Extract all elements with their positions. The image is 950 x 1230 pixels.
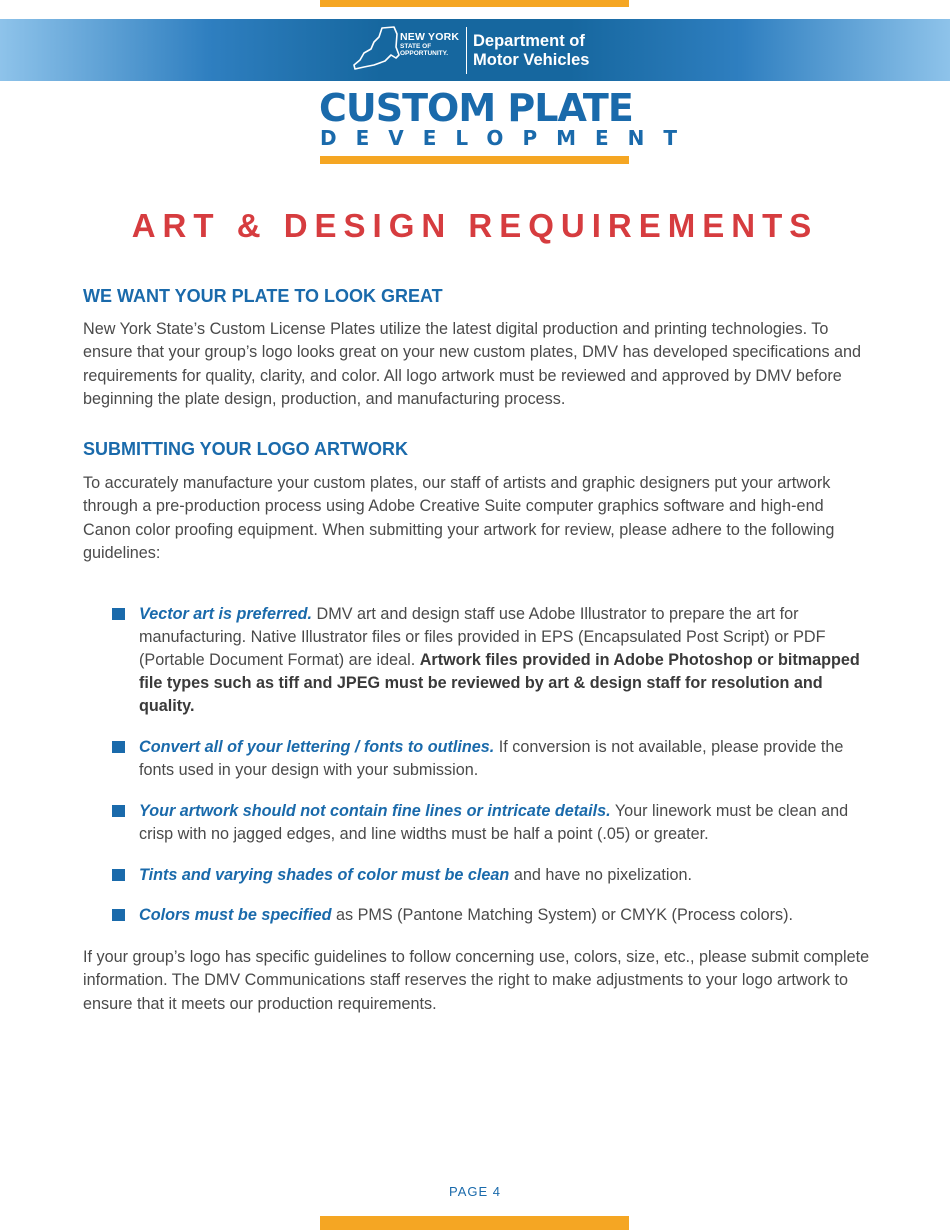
state-tagline-2: OPPORTUNITY.: [400, 50, 449, 57]
guideline-text: Your linework must be clean and crisp with no jagged edges, and line widths must be half a point (.05) or greater.: [139, 802, 849, 843]
ny-wordmark: [400, 32, 459, 58]
section-body-submitting: To accurately manufacture your custom plates, our staff of artists and graphic designers put your artwork through a pre-production process using Adobe Creative Suite computer graphics software and high-end Canon color proofing equipment. When submitting your artwork for review, please adhere to the following guidelines:: [83, 474, 835, 563]
guideline-lead: Your artwork should not contain fine lines or intricate details.: [139, 802, 611, 820]
ny-state-outline-icon: [352, 25, 402, 75]
guideline-lead: Colors must be specified: [139, 906, 332, 924]
bullet-square-icon: [112, 608, 125, 620]
page-number: PAGE 4: [448, 1184, 501, 1199]
guideline-item: [112, 736, 872, 782]
document-title: ART & DESIGN REQUIREMENTS: [131, 207, 819, 244]
guidelines-list: [112, 603, 872, 927]
guideline-lead: Tints and varying shades of color must be clean: [139, 866, 510, 884]
department-title: Department of Motor Vehicles: [473, 32, 590, 69]
program-title: CUSTOM PLATE: [319, 86, 633, 130]
guideline-lead: Convert all of your lettering / fonts to outlines.: [139, 738, 495, 756]
guideline-text: and have no pixelization.: [509, 866, 693, 884]
guideline-text: as PMS (Pantone Matching System) or CMYK (Process colors).: [331, 906, 793, 924]
state-tagline-1: STATE OF: [400, 42, 432, 50]
guideline-item: [112, 864, 872, 887]
bullet-square-icon: [112, 909, 125, 921]
header-divider: [466, 27, 467, 74]
section-body-look-great: New York State’s Custom License Plates utilize the latest digital production and printing technologies. To ensure that your group’s logo looks great on your new custom plates, DMV has developed specifications and requirements for quality, clarity, and color. All logo artwork must be reviewed and approved by DMV before beginning the plate design, production, and manufacturing process.: [83, 320, 862, 409]
bullet-square-icon: [112, 741, 125, 753]
guideline-lead: Vector art is preferred.: [139, 605, 313, 623]
guideline-text: DMV art and design staff use Adobe Illustrator to prepare the art for manufacturing. Native Illustrator files or files provided in EPS (Encapsulated Post Script) or PDF (Portable Document Format) are ideal.: [139, 605, 826, 669]
closing-paragraph: If your group’s logo has specific guidelines to follow concerning use, colors, size, etc., please submit complete information. The DMV Communications staff reserves the right to make adjustments to your logo artwork to ensure that it meets our production requirements.: [83, 948, 870, 1013]
bullet-square-icon: [112, 805, 125, 817]
ny-state-logo: [352, 25, 460, 75]
program-subtitle: DEVELOPMENT: [320, 126, 697, 150]
guideline-item: [112, 603, 872, 718]
guideline-text: If conversion is not available, please provide the fonts used in your design with your submission.: [139, 738, 844, 779]
section-heading-submitting: SUBMITTING YOUR LOGO ARTWORK: [83, 439, 408, 459]
state-name: NEW YORK: [400, 31, 460, 43]
guideline-item: [112, 800, 872, 846]
guideline-item: [112, 904, 872, 927]
top-accent-bar: [320, 0, 629, 7]
guideline-emphasis: Artwork files provided in Adobe Photoshop or bitmapped file types such as tiff and JPEG must be reviewed by art & design staff for resolution and quality.: [139, 651, 860, 715]
bullet-square-icon: [112, 869, 125, 881]
section-heading-look-great: WE WANT YOUR PLATE TO LOOK GREAT: [83, 286, 443, 306]
bottom-accent-bar: [320, 1216, 629, 1230]
program-title-underline: [320, 156, 629, 164]
